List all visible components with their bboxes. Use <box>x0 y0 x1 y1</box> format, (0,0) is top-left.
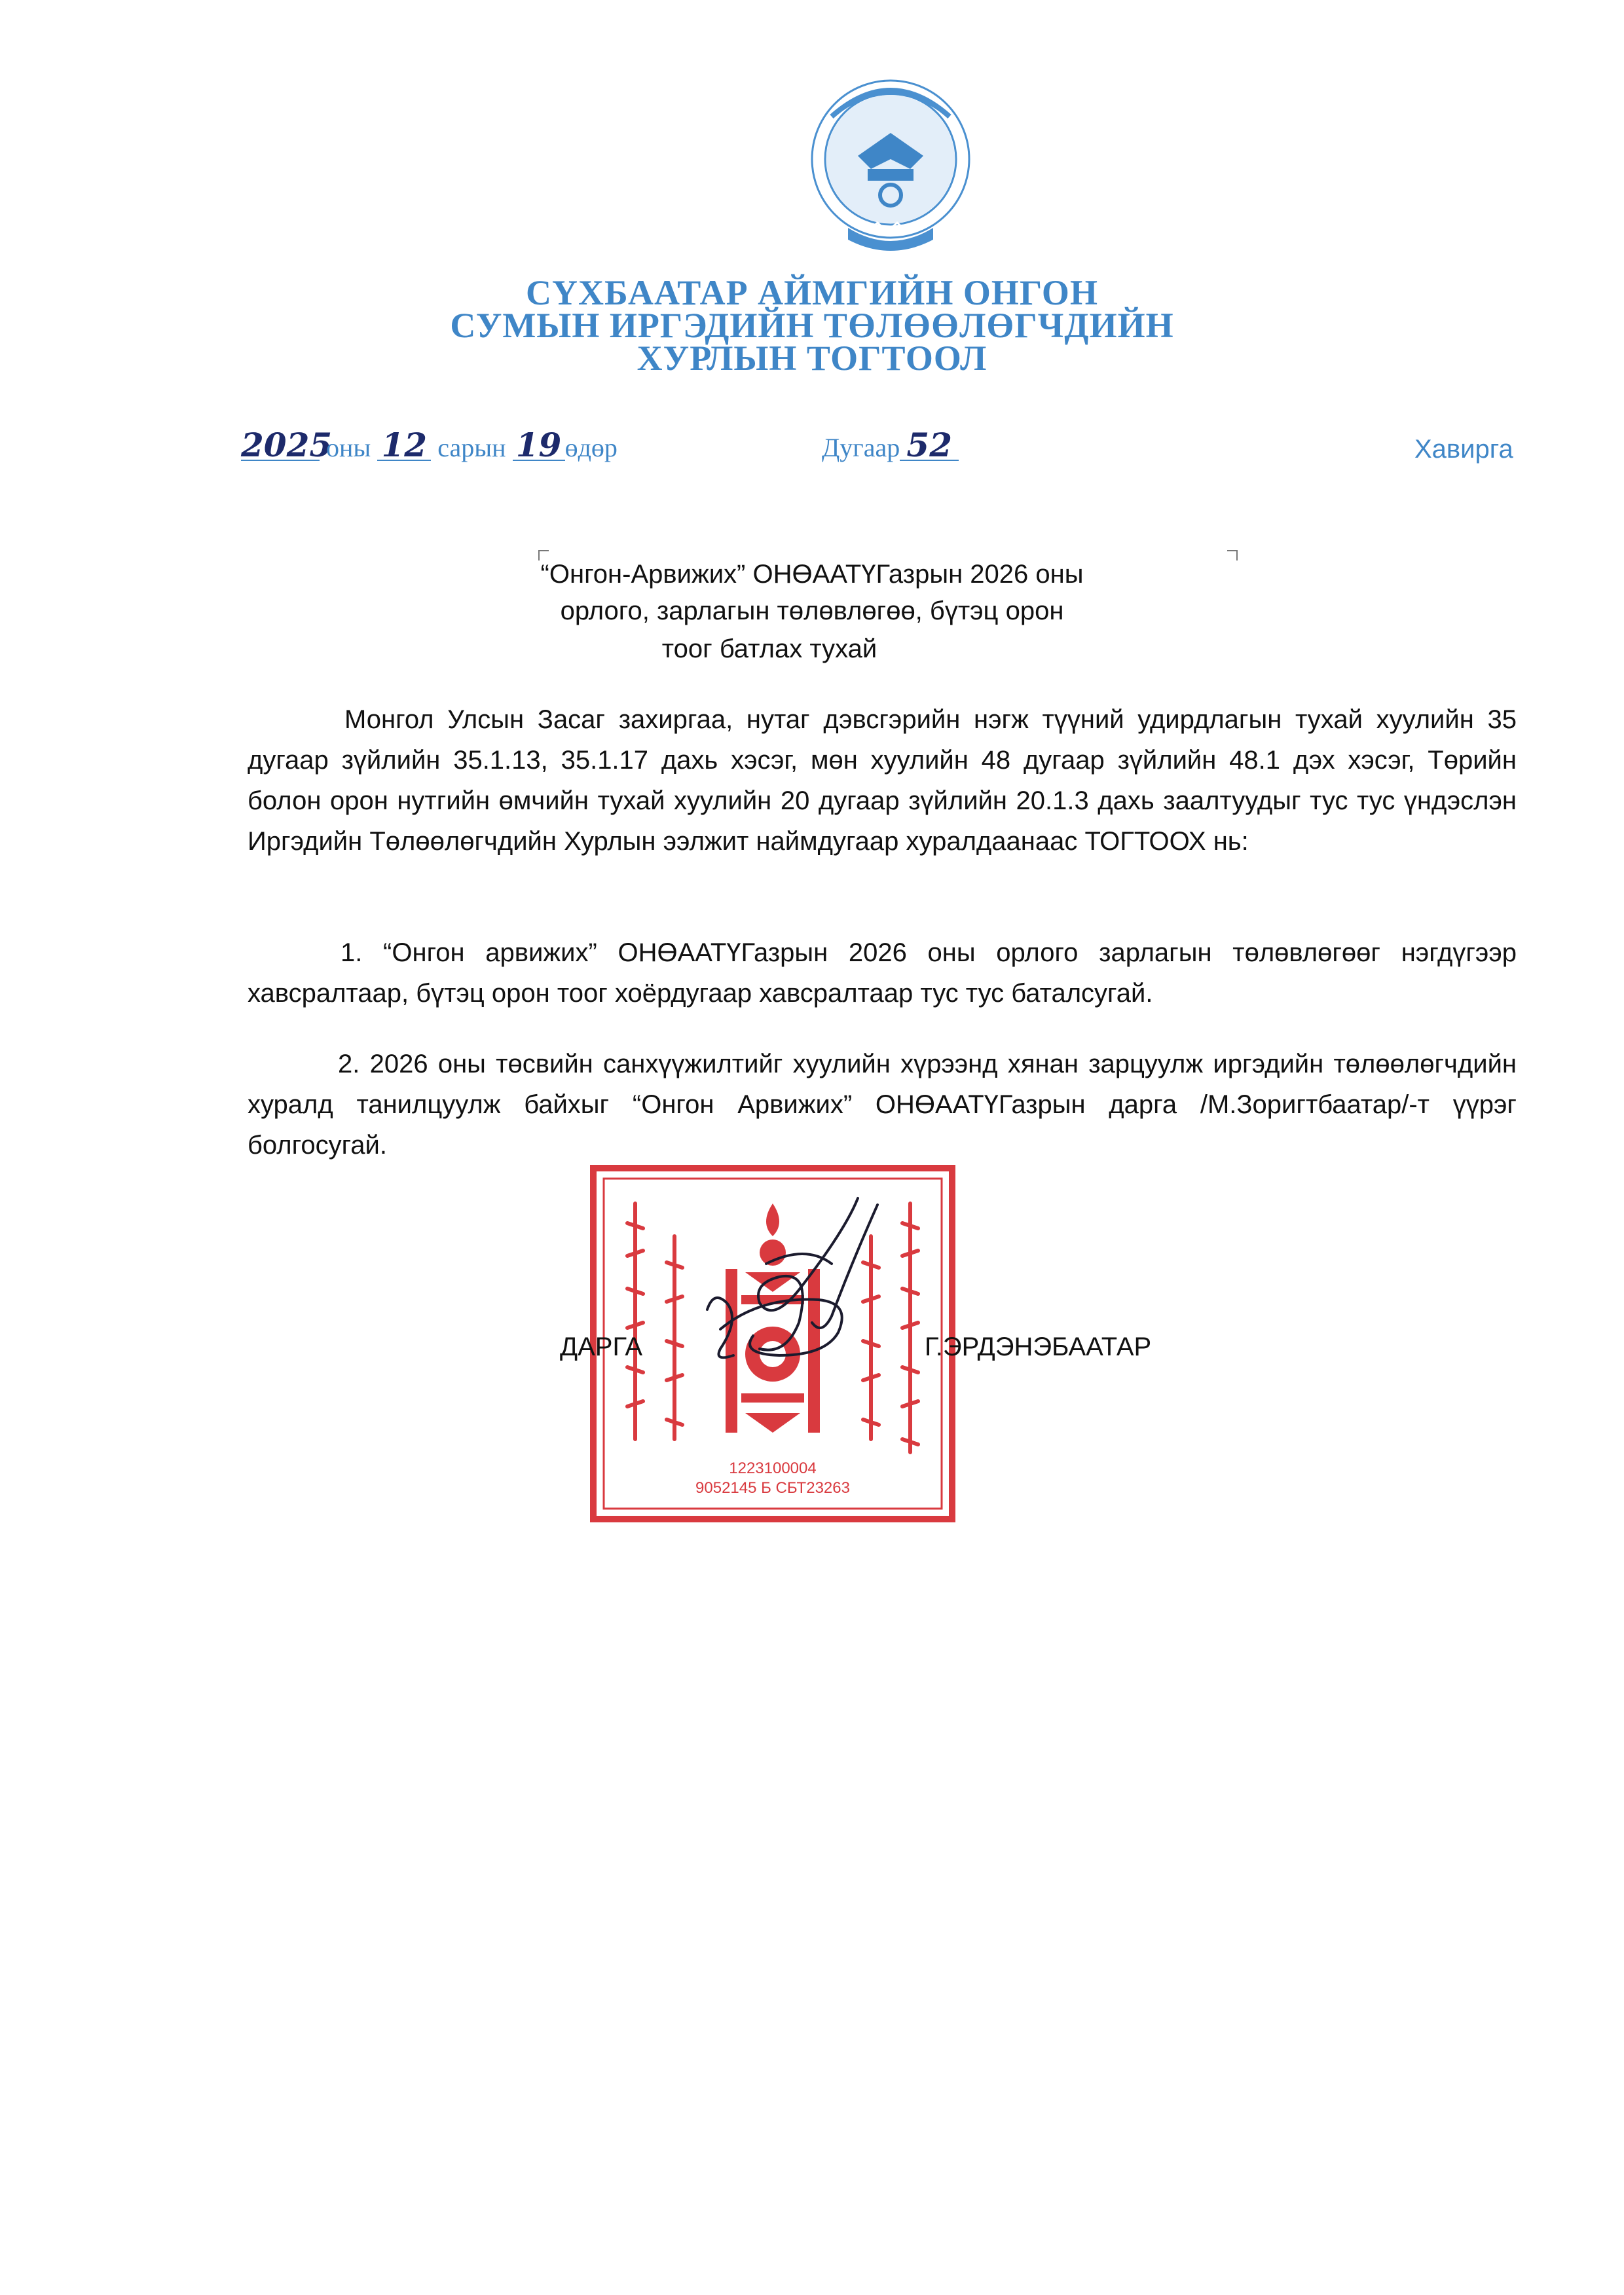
signatory-title: ДАРГА <box>560 1332 643 1361</box>
place-name: Хавирга <box>1414 435 1513 464</box>
date-day-suffix: өдөр <box>564 433 618 462</box>
date-year-suffix: оны <box>326 433 371 462</box>
header-title-line-1: СҮХБААТАР АЙМГИЙН ОНГОН <box>526 273 1098 312</box>
signatory-name: Г.ЭРДЭНЭБААТАР <box>925 1332 1152 1361</box>
seal-code: 9052145 Б СБТ23263 <box>695 1479 850 1497</box>
date-month-suffix: сарын <box>437 433 506 462</box>
subject-line-3: тоог батлах тухай <box>661 634 877 663</box>
document-number-value: 52 <box>900 431 959 461</box>
subject-line-1: “Онгон-Арвижих” ОНӨААТҮГазрын 2026 оны <box>540 560 1084 589</box>
date-line <box>241 426 618 464</box>
header-title-line-2: СУМЫН ИРГЭДИЙН ТӨЛӨӨЛӨГЧДИЙН <box>450 306 1174 345</box>
date-year: 2025 <box>241 426 333 464</box>
date-month: 12 <box>377 431 431 461</box>
date-day: 19 <box>513 431 565 461</box>
resolution-item-1: 1. “Онгон арвижих” ОНӨААТҮГазрын 2026 оны орлого зарлагын төлөвлөгөөг нэгдүгээр хавсралтаар, бүтэц орон тоог хоёрдугаар хавсралтаар тус тус баталсугай. <box>248 938 1517 1008</box>
state-emblem-icon <box>802 71 979 261</box>
header-title-line-3: ХУРЛЫН ТОГТООЛ <box>637 339 987 378</box>
body-intro: Монгол Улсын Засаг захиргаа, нутаг дэвсгэрийн нэгж түүний удирдлагын тухай хуулийн 35 дугаар зүйлийн 35.1.13, 35.1.17 дахь хэсэг, мөн хуулийн 48 дугаар зүйлийн 48.1 дэх хэсэг, Төрийн болон орон нутгийн өмчийн тухай хуулийн 20 дугаар зүйлийн 20.1.3 дахь заалтуудыг тус тус үндэслэн Иргэдийн Төлөөлөгчдийн Хурлын ээлжит наймдугаар хуралдаанаас ТОГТООХ нь: <box>248 705 1517 856</box>
handwritten-signature-icon <box>681 1192 917 1401</box>
resolution-item-2: 2. 2026 оны төсвийн санхүүжилтийг хуулийн хүрээнд хянан зарцуулж иргэдийн төлөөлөгчдийн хуралд танилцуулж байхыг “Онгон Арвижих” ОНӨААТҮГазрын дарга /М.Зоригтбаатар/-т үүрэг болгосугай. <box>248 1050 1517 1160</box>
subject-line-2: орлого, зарлагын төлөвлөгөө, бүтэц орон <box>560 597 1064 625</box>
seal-registration-number: 1223100004 <box>729 1460 817 1477</box>
document-number-label: Дугаар <box>822 433 900 462</box>
document-number <box>822 426 959 464</box>
